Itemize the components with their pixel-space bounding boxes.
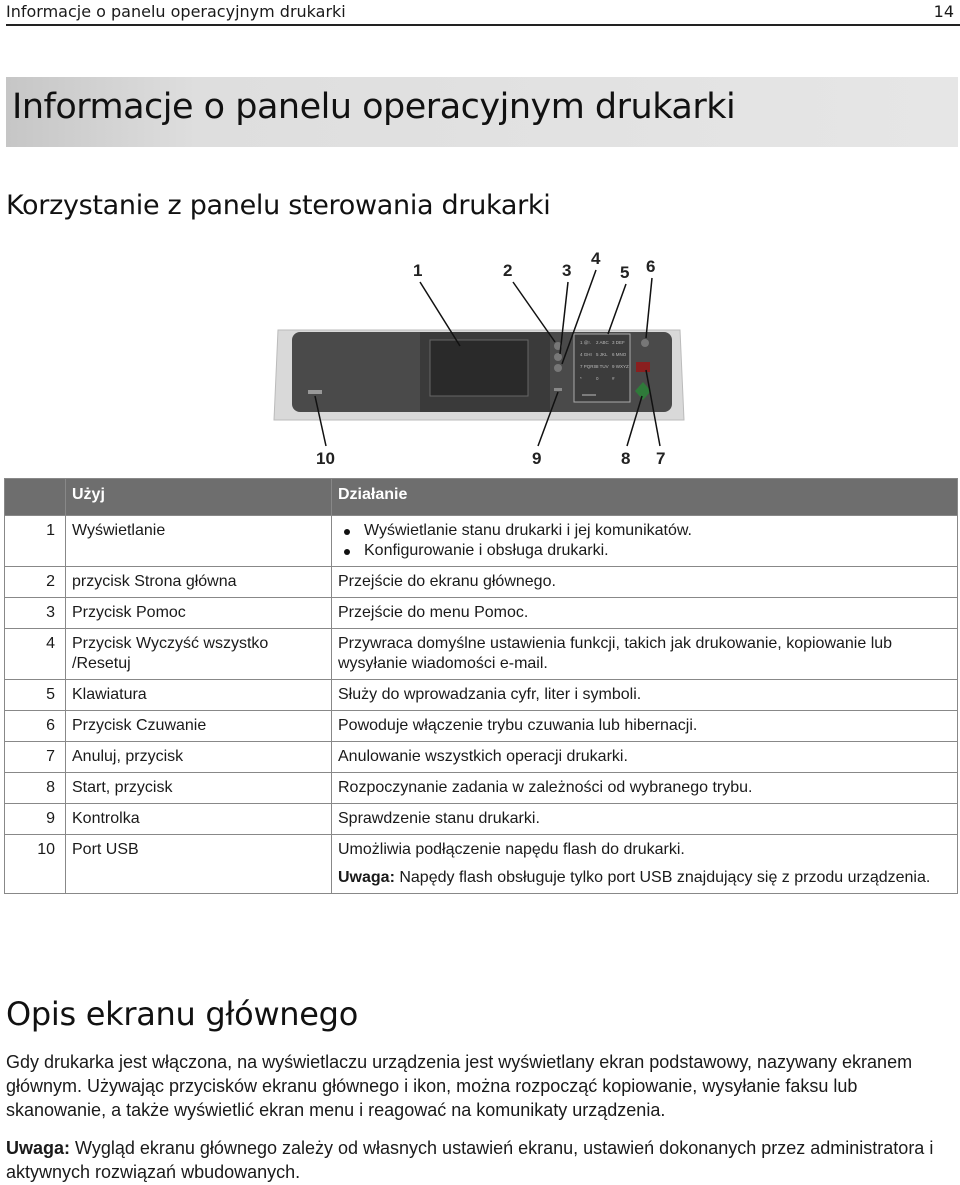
callout-5: 5 xyxy=(620,263,630,282)
key-star: * xyxy=(580,376,582,381)
cancel-button xyxy=(636,362,650,372)
header-use: Użyj xyxy=(66,479,332,516)
key-1: 1 @!. xyxy=(580,340,591,345)
table-row xyxy=(5,835,958,894)
row-use: Kontrolka xyxy=(66,804,332,835)
callout-4: 4 xyxy=(591,250,601,268)
operations-table xyxy=(4,478,958,894)
key-6: 6 MNO xyxy=(612,352,627,357)
home-screen-paragraph: Gdy drukarka jest włączona, na wyświetlaczu urządzenia jest wyświetlany ekran podstawowy, nazywany ekranem głównym. Używając przycisków ekranu głównego i ikon, można rozpocząć kopiowanie, wysyłanie faksu lub skanowanie, a także wyświetlić ekran menu i reagować na komunikaty urządzenia. xyxy=(6,1052,913,1120)
callout-3: 3 xyxy=(562,261,572,280)
usb-port xyxy=(308,390,322,394)
row-number: 5 xyxy=(5,680,66,711)
row-action: Sprawdzenie stanu drukarki. xyxy=(332,804,958,835)
table-header-row xyxy=(5,479,958,516)
row-number: 2 xyxy=(5,567,66,598)
key-5: 5 JKL xyxy=(596,352,608,357)
row-use: Wyświetlanie xyxy=(66,516,332,567)
row-number: 1 xyxy=(5,516,66,567)
table-row xyxy=(5,773,958,804)
leader-5 xyxy=(608,284,626,334)
table-row xyxy=(5,516,958,567)
sleep-button xyxy=(641,339,649,347)
display-screen xyxy=(430,340,528,396)
row-use: Anuluj, przycisk xyxy=(66,742,332,773)
row-note xyxy=(338,868,951,888)
row-action-text: Umożliwia podłączenie napędu flash do drukarki. xyxy=(338,841,685,858)
row-action: Służy do wprowadzania cyfr, liter i symboli. xyxy=(332,680,958,711)
row-use: przycisk Strona główna xyxy=(66,567,332,598)
bullet-item: Konfigurowanie i obsługa drukarki. xyxy=(338,541,951,561)
reset-button xyxy=(554,364,562,372)
row-action: Przywraca domyślne ustawienia funkcji, takich jak drukowanie, kopiowanie lub wysyłanie wiadomości e-mail. xyxy=(332,629,958,680)
note-label: Uwaga: xyxy=(338,869,395,886)
row-number: 6 xyxy=(5,711,66,742)
row-number: 9 xyxy=(5,804,66,835)
key-8: 8 TUV xyxy=(596,364,609,369)
control-panel-figure xyxy=(270,250,690,470)
table-row xyxy=(5,742,958,773)
callout-8: 8 xyxy=(621,449,631,468)
table-row xyxy=(5,680,958,711)
row-action: Rozpoczynanie zadania w zależności od wybranego trybu. xyxy=(332,773,958,804)
row-use: Przycisk Wyczyść wszystko /Resetuj xyxy=(66,629,332,680)
table-row xyxy=(5,598,958,629)
key-7: 7 PQRS xyxy=(580,364,597,369)
table-row xyxy=(5,711,958,742)
note-label: Uwaga: xyxy=(6,1138,71,1158)
callout-10: 10 xyxy=(316,449,335,468)
row-use: Klawiatura xyxy=(66,680,332,711)
row-action: Powoduje włączenie trybu czuwania lub hibernacji. xyxy=(332,711,958,742)
callout-2: 2 xyxy=(503,261,513,280)
help-button xyxy=(554,353,562,361)
row-action: Przejście do ekranu głównego. xyxy=(332,567,958,598)
note-text: Wygląd ekranu głównego zależy od własnych ustawień ekranu, ustawień dokonanych przez administratora i aktywnych rozwiązań wbudowanych. xyxy=(6,1138,934,1182)
key-0: 0 xyxy=(596,376,599,381)
home-screen-note xyxy=(6,1136,954,1184)
section-title-panel: Korzystanie z panelu sterowania drukarki xyxy=(6,190,551,221)
row-action xyxy=(332,516,958,567)
indicator-light xyxy=(554,388,562,391)
callout-6: 6 xyxy=(646,257,656,276)
key-3: 3 DEF xyxy=(612,340,625,345)
row-use: Przycisk Czuwanie xyxy=(66,711,332,742)
row-use: Port USB xyxy=(66,835,332,894)
row-number: 10 xyxy=(5,835,66,894)
row-action: Anulowanie wszystkich operacji drukarki. xyxy=(332,742,958,773)
key-hash: # xyxy=(612,376,615,381)
table-row xyxy=(5,629,958,680)
table-row xyxy=(5,567,958,598)
row-action xyxy=(332,835,958,894)
callout-9: 9 xyxy=(532,449,542,468)
table-row xyxy=(5,804,958,835)
row-number: 4 xyxy=(5,629,66,680)
row-use: Przycisk Pomoc xyxy=(66,598,332,629)
key-4: 4 GHI xyxy=(580,352,592,357)
row-number: 3 xyxy=(5,598,66,629)
leader-6 xyxy=(646,278,652,338)
key-9: 9 WXYZ xyxy=(612,364,629,369)
section-title-home-screen: Opis ekranu głównego xyxy=(6,995,358,1033)
header-action: Działanie xyxy=(332,479,958,516)
callout-1: 1 xyxy=(413,261,423,280)
note-text: Napędy flash obsługuje tylko port USB znajdujący się z przodu urządzenia. xyxy=(394,869,931,886)
header-title: Informacje o panelu operacyjnym drukarki xyxy=(6,2,346,21)
row-use: Start, przycisk xyxy=(66,773,332,804)
bullet-item: Wyświetlanie stanu drukarki i jej komunikatów. xyxy=(338,521,951,541)
header-num-cell xyxy=(5,479,66,516)
page-number: 14 xyxy=(933,2,954,21)
row-number: 8 xyxy=(5,773,66,804)
key-2: 2 ABC xyxy=(596,340,609,345)
callout-7: 7 xyxy=(656,449,666,468)
row-number: 7 xyxy=(5,742,66,773)
row-action: Przejście do menu Pomoc. xyxy=(332,598,958,629)
page-header xyxy=(6,0,960,26)
chapter-banner xyxy=(6,77,958,147)
chapter-title: Informacje o panelu operacyjnym drukarki xyxy=(12,87,736,127)
